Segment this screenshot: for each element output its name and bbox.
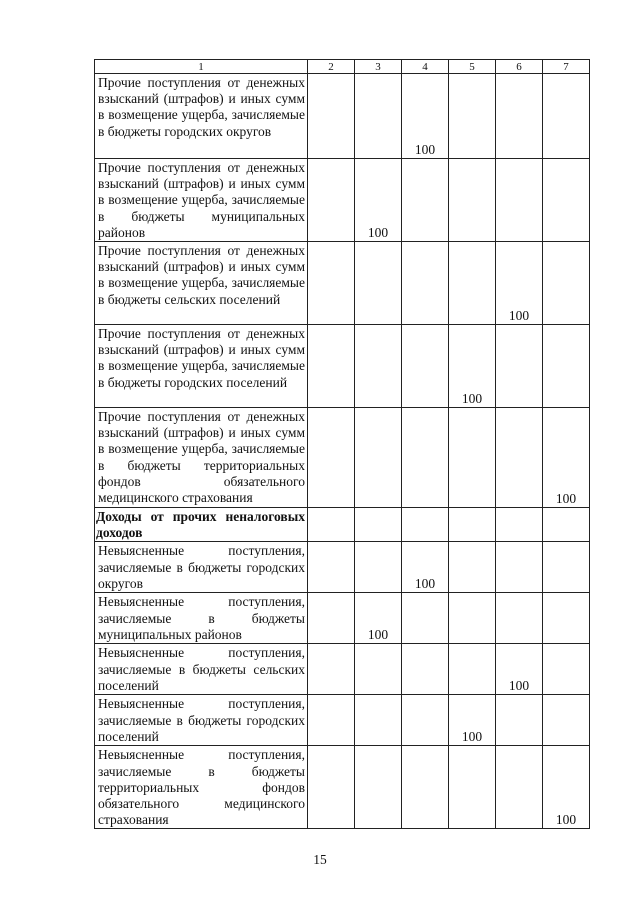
value-cell-col-2: [308, 542, 355, 593]
value-cell-col-3: [355, 746, 402, 829]
row-description: Невыясненные поступления, зачисляемые в бюджеты территориальных фондов обязательного медицинского страхования: [95, 746, 308, 829]
row-description: Прочие поступления от денежных взысканий (штрафов) и иных сумм в возмещение ущерба, зачисляемые в бюджеты сельских поселений: [95, 242, 308, 325]
column-header-2: 2: [308, 60, 355, 74]
column-header-6: 6: [496, 60, 543, 74]
table-row: [95, 542, 590, 593]
column-header-1: 1: [95, 60, 308, 74]
table-row: [95, 74, 590, 159]
value-cell-col-5: [449, 746, 496, 829]
table-row: [95, 746, 590, 829]
value-cell-col-7: 100: [543, 746, 590, 829]
budget-revenue-table: [94, 59, 590, 829]
value-cell-col-5: [449, 74, 496, 159]
value-cell-col-5: [449, 508, 496, 542]
value-cell-col-6: [496, 74, 543, 159]
row-description: Невыясненные поступления, зачисляемые в бюджеты городских округов: [95, 542, 308, 593]
value-cell-col-3: 100: [355, 159, 402, 242]
value-cell-col-3: [355, 542, 402, 593]
value-cell-col-6: [496, 159, 543, 242]
value-cell-col-2: [308, 242, 355, 325]
value-cell-col-3: [355, 644, 402, 695]
value-cell-col-3: 100: [355, 593, 402, 644]
value-cell-col-5: [449, 542, 496, 593]
page-number: 15: [313, 852, 327, 867]
table-row: [95, 695, 590, 746]
value-cell-col-3: [355, 74, 402, 159]
table-row: [95, 242, 590, 325]
value-cell-col-5: 100: [449, 695, 496, 746]
value-cell-col-4: [402, 644, 449, 695]
row-description: Невыясненные поступления, зачисляемые в бюджеты городских поселений: [95, 695, 308, 746]
value-cell-col-6: [496, 325, 543, 408]
value-cell-col-6: 100: [496, 644, 543, 695]
row-description: Прочие поступления от денежных взысканий (штрафов) и иных сумм в возмещение ущерба, зачисляемые в бюджеты территориальных фондов обязательного медицинского страхования: [95, 408, 308, 508]
value-cell-col-7: [543, 508, 590, 542]
value-cell-col-6: [496, 508, 543, 542]
value-cell-col-4: 100: [402, 542, 449, 593]
table-header: [95, 60, 590, 74]
column-header-7: 7: [543, 60, 590, 74]
value-cell-col-5: [449, 159, 496, 242]
value-cell-col-3: [355, 325, 402, 408]
table-row: [95, 159, 590, 242]
row-description: Прочие поступления от денежных взысканий (штрафов) и иных сумм в возмещение ущерба, зачисляемые в бюджеты муниципальных районов: [95, 159, 308, 242]
row-description: Невыясненные поступления, зачисляемые в бюджеты сельских поселений: [95, 644, 308, 695]
value-cell-col-2: [308, 695, 355, 746]
value-cell-col-6: [496, 746, 543, 829]
value-cell-col-7: [543, 644, 590, 695]
column-header-5: 5: [449, 60, 496, 74]
value-cell-col-3: [355, 242, 402, 325]
value-cell-col-5: [449, 644, 496, 695]
value-cell-col-6: [496, 593, 543, 644]
value-cell-col-4: [402, 159, 449, 242]
value-cell-col-6: [496, 408, 543, 508]
value-cell-col-2: [308, 746, 355, 829]
value-cell-col-5: 100: [449, 325, 496, 408]
value-cell-col-3: [355, 408, 402, 508]
value-cell-col-2: [308, 74, 355, 159]
row-description: Прочие поступления от денежных взысканий (штрафов) и иных сумм в возмещение ущерба, зачисляемые в бюджеты городских округов: [95, 74, 308, 159]
value-cell-col-7: 100: [543, 408, 590, 508]
table-row: [95, 593, 590, 644]
value-cell-col-5: [449, 408, 496, 508]
value-cell-col-4: [402, 242, 449, 325]
value-cell-col-4: [402, 695, 449, 746]
table-row: [95, 644, 590, 695]
value-cell-col-7: [543, 242, 590, 325]
value-cell-col-4: 100: [402, 74, 449, 159]
value-cell-col-6: 100: [496, 242, 543, 325]
value-cell-col-2: [308, 593, 355, 644]
column-header-4: 4: [402, 60, 449, 74]
section-heading: Доходы от прочих неналоговых доходов: [95, 508, 308, 542]
value-cell-col-4: [402, 593, 449, 644]
row-description: Невыясненные поступления, зачисляемые в бюджеты муниципальных районов: [95, 593, 308, 644]
value-cell-col-2: [308, 508, 355, 542]
table-row: [95, 325, 590, 408]
table-body: [95, 74, 590, 829]
value-cell-col-3: [355, 508, 402, 542]
value-cell-col-7: [543, 74, 590, 159]
value-cell-col-6: [496, 542, 543, 593]
column-header-3: 3: [355, 60, 402, 74]
value-cell-col-7: [543, 325, 590, 408]
value-cell-col-7: [543, 695, 590, 746]
value-cell-col-2: [308, 325, 355, 408]
table-row: [95, 408, 590, 508]
value-cell-col-2: [308, 644, 355, 695]
value-cell-col-4: [402, 325, 449, 408]
value-cell-col-7: [543, 593, 590, 644]
value-cell-col-5: [449, 242, 496, 325]
value-cell-col-3: [355, 695, 402, 746]
value-cell-col-7: [543, 159, 590, 242]
value-cell-col-6: [496, 695, 543, 746]
value-cell-col-7: [543, 542, 590, 593]
row-description: Прочие поступления от денежных взысканий (штрафов) и иных сумм в возмещение ущерба, зачисляемые в бюджеты городских поселений: [95, 325, 308, 408]
value-cell-col-4: [402, 508, 449, 542]
value-cell-col-2: [308, 159, 355, 242]
column-number-row: [95, 60, 590, 74]
value-cell-col-4: [402, 408, 449, 508]
value-cell-col-2: [308, 408, 355, 508]
table-section-row: [95, 508, 590, 542]
value-cell-col-5: [449, 593, 496, 644]
value-cell-col-4: [402, 746, 449, 829]
